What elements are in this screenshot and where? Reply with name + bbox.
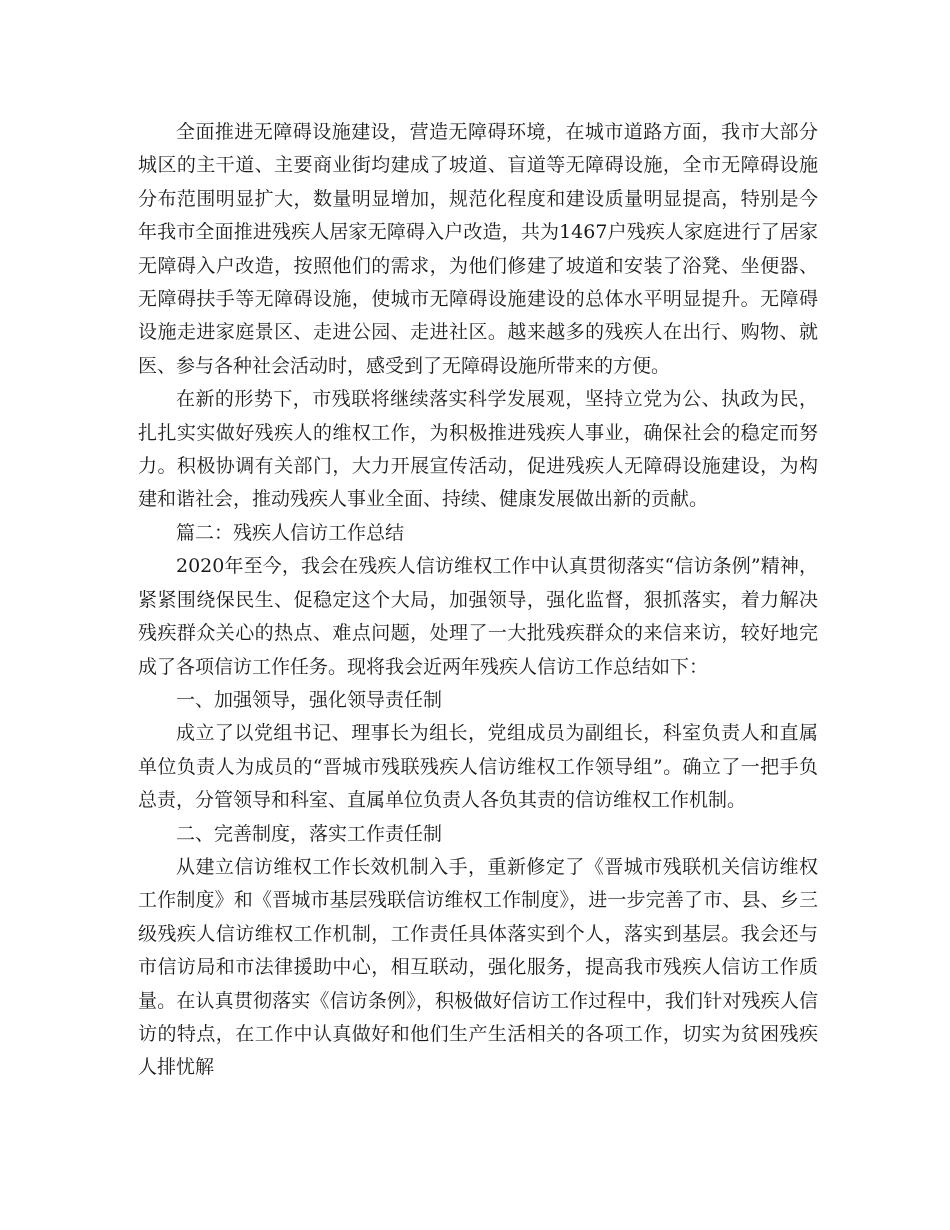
section-title-part-two: 篇二：残疾人信访工作总结 bbox=[176, 521, 405, 544]
paragraph-petition-overview: 2020年至今，我会在残疾人信访维权工作中认真贯彻落实“信访条例”精神，紧紧围绕保民生、促稳定这个大局，加强领导，强化监督，狠抓落实，着力解决残疾群众关心的热点、难点问题，处理了一大批残疾群众的来信来访，较好地完成了各项信访工作任务。现将我会近两年残疾人信访工作总结如下： bbox=[138, 555, 818, 678]
document-body bbox=[138, 116, 818, 1085]
paragraph-work-mechanism: 从建立信访维权工作长效机制入手，重新修定了《晋城市残联机关信访维权工作制度》和《晋城市基层残联信访维权工作制度》，进一步完善了市、县、乡三级残疾人信访维权工作机制，工作责任具体落实到个人，落实到基层。我会还与市信访局和市法律援助中心，相互联动，强化服务，提高我市残疾人信访工作质量。在认真贯彻落实《信访条例》，积极做好信访工作过程中，我们针对残疾人信访的特点，在工作中认真做好和他们生产生活相关的各项工作，切实为贫困残疾人排忧解 bbox=[138, 855, 818, 1079]
heading-strengthen-leadership: 一、加强领导，强化领导责任制 bbox=[176, 688, 443, 711]
paragraph-leadership-group: 成立了以党组书记、理事长为组长，党组成员为副组长，科室负责人和直属单位负责人为成员的“晋城市残联残疾人信访维权工作领导组”。确立了一把手负总责，分管领导和科室、直属单位负责人各负其责的信访维权工作机制。 bbox=[138, 722, 818, 812]
paragraph-accessibility-construction: 全面推进无障碍设施建设，营造无障碍环境，在城市道路方面，我市大部分城区的主干道、主要商业街均建成了坡道、盲道等无障碍设施，全市无障碍设施分布范围明显扩大，数量明显增加，规范化程度和建设质量明显提高，特别是今年我市全面推进残疾人居家无障碍入户改造，共为1467户残疾人家庭进行了居家无障碍入户改造，按照他们的需求，为他们修建了坡道和安装了浴凳、坐便器、无障碍扶手等无障碍设施，使城市无障碍设施建设的总体水平明显提升。无障碍设施走进家庭景区、走进公园、走进社区。越来越多的残疾人在出行、购物、就医、参与各种社会活动时，感受到了无障碍设施所带来的方便。 bbox=[138, 121, 818, 377]
paragraph-new-situation: 在新的形势下，市残联将继续落实科学发展观，坚持立党为公、执政为民，扎扎实实做好残疾人的维权工作，为积极推进残疾人事业，确保社会的稳定而努力。积极协调有关部门，大力开展宣传活动，促进残疾人无障碍设施建设，为构建和谐社会，推动残疾人事业全面、持续、健康发展做出新的贡献。 bbox=[138, 388, 818, 511]
heading-improve-systems: 二、完善制度，落实工作责任制 bbox=[176, 822, 443, 845]
